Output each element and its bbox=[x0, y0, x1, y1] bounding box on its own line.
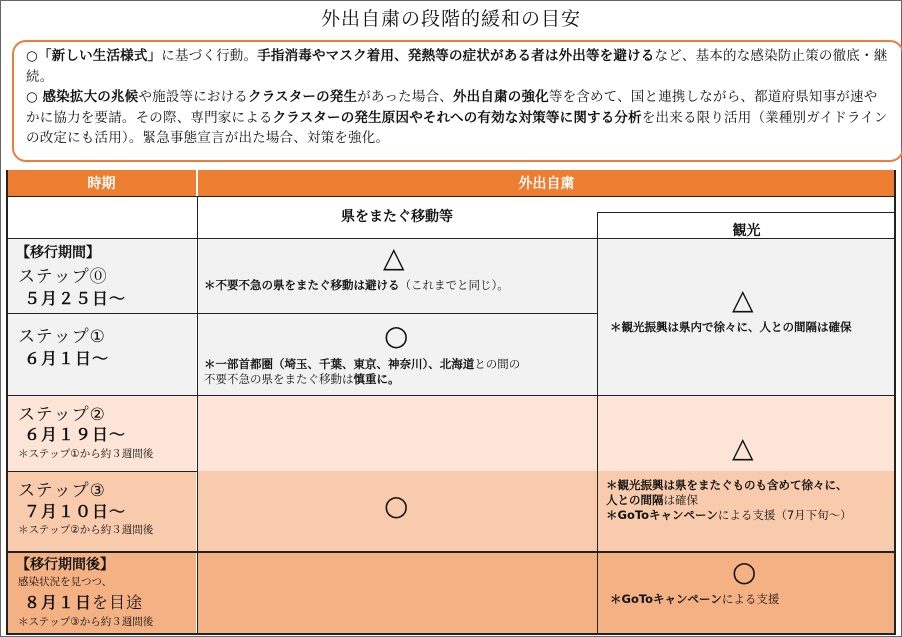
step2-note: ＊ステップ①から約３週間後 bbox=[18, 448, 154, 460]
step3-label: ステップ③ bbox=[18, 481, 106, 501]
move-step1-note2: 不要不急の県をまたぐ移動は bbox=[204, 372, 354, 386]
header-period-label: 時期 bbox=[6, 170, 197, 196]
step3-note: ＊ステップ②から約３週間後 bbox=[18, 524, 154, 536]
after-period-date: ８月１日 bbox=[24, 593, 93, 612]
kanko-step2-note-d-bold: ＊GoToキャンペーン bbox=[606, 508, 718, 522]
after-period-note: ＊ステップ③から約３週間後 bbox=[18, 616, 154, 628]
kanko-step2-symbol: △ bbox=[732, 431, 754, 464]
kanko-after-note-rest: による支援 bbox=[721, 592, 780, 606]
kanko-step2-note-c: は確保 bbox=[663, 493, 698, 507]
move-step1-note2-bold: 慎重に。 bbox=[353, 372, 400, 386]
intro-p1-segment: など、基本的な感染防止策の徹底・継続。 bbox=[26, 48, 888, 85]
intro-paragraph-2 bbox=[26, 87, 890, 149]
header-gaishutsu bbox=[197, 170, 896, 196]
step1-date: ６月１日〜 bbox=[24, 349, 110, 368]
kanko-step2-note bbox=[606, 478, 852, 523]
intro-box bbox=[12, 40, 902, 162]
kanko-after-symbol: ○ bbox=[732, 555, 757, 588]
transition-period-label: 【移行期間】 bbox=[16, 245, 100, 261]
schedule-table bbox=[6, 170, 896, 635]
grid-line bbox=[6, 170, 8, 635]
intro-p2-segment: があった場合、 bbox=[357, 89, 453, 105]
intro-p2-segment: クラスターの発生 bbox=[248, 89, 358, 105]
move-step0-note-rest: （これまでと同じ）。 bbox=[399, 278, 509, 292]
header-period bbox=[6, 170, 197, 196]
page-title: 外出自粛の段階的緩和の目安 bbox=[320, 8, 581, 30]
kanko-step0-note: ＊観光振興は県内で徐々に、人との間隔は確保 bbox=[610, 320, 852, 334]
move-step1-symbol: ○ bbox=[384, 319, 409, 352]
step0-date: ５月２５日〜 bbox=[24, 289, 127, 308]
kanko-step2-note-a: ＊観光振興は県をまたぐものも含めて徐々に、 bbox=[606, 478, 848, 492]
move-step1-note bbox=[204, 357, 520, 387]
kanko-step2-note-d: による支援（7月下旬〜） bbox=[717, 508, 852, 522]
header-gaishutsu-label: 外出自粛 bbox=[197, 170, 896, 196]
intro-p2-segment: を出来る限り活用（業種別ガイドラインの改定にも活用）。緊急事態宣言が出た場合、対策を強化。 bbox=[26, 109, 888, 146]
move-step0-note bbox=[204, 278, 509, 293]
kanko-bg-grey bbox=[597, 238, 896, 395]
grid-line bbox=[597, 212, 896, 213]
intro-p2-segment: や施設等における bbox=[138, 89, 248, 105]
grid-line bbox=[597, 212, 598, 635]
move-bg-after bbox=[197, 551, 597, 635]
after-period-sub: 感染状況を見つつ、 bbox=[18, 576, 113, 588]
step2-label: ステップ② bbox=[18, 405, 106, 425]
grid-line bbox=[6, 313, 597, 314]
move-bg-step2 bbox=[197, 395, 597, 471]
intro-p1-segment: ○「新しい生活様式」 bbox=[26, 48, 162, 64]
grid-line bbox=[6, 551, 896, 553]
intro-p2-segment: 感染拡大の兆候 bbox=[42, 89, 139, 105]
intro-p1-segment: に基づく行動。 bbox=[161, 48, 258, 64]
move-step0-symbol: △ bbox=[383, 241, 405, 274]
after-period-date-suffix: を目途 bbox=[92, 593, 144, 612]
intro-p2-segment: クラスターの発生原因やそれへの有効な対策等に関する分析 bbox=[272, 109, 642, 126]
intro-p2-segment: 外出自粛の強化 bbox=[452, 89, 549, 105]
step3-date: ７月１０日〜 bbox=[24, 502, 127, 521]
header-kanko: 観光 bbox=[732, 223, 761, 239]
grid-line bbox=[197, 196, 198, 635]
step0-label: ステップ⓪ bbox=[18, 267, 108, 287]
intro-p2-segment: ○ bbox=[26, 89, 43, 105]
grid-line bbox=[6, 471, 197, 472]
after-period-label: 【移行期間後】 bbox=[16, 557, 114, 573]
grid-line bbox=[6, 395, 896, 396]
kanko-step0-symbol: △ bbox=[732, 283, 754, 316]
intro-paragraph-1 bbox=[26, 46, 890, 87]
header-move: 県をまたぐ移動等 bbox=[341, 209, 453, 225]
move-step1-note-bold: ＊一部首都圏（埼玉、千葉、東京、神奈川）、北海道 bbox=[204, 357, 475, 371]
kanko-after-note bbox=[610, 592, 779, 607]
intro-p2-segment: 等を含めて、国と連携しながら、都道府県知事が速やかに協力を要請。その際、専門家による bbox=[26, 89, 878, 126]
after-period-date-line bbox=[24, 590, 143, 613]
move-step3-symbol: ○ bbox=[384, 489, 409, 522]
grid-line bbox=[6, 196, 896, 197]
kanko-after-note-bold: ＊GoToキャンペーン bbox=[610, 592, 722, 606]
step2-date: ６月１９日〜 bbox=[24, 425, 127, 444]
intro-p1-segment: 手指消毒やマスク着用、発熱等の症状がある者は外出等を避ける bbox=[257, 48, 655, 64]
kanko-step2-note-b: 人との間隔 bbox=[606, 493, 664, 507]
move-step0-note-bold: ＊不要不急の県をまたぐ移動は避ける bbox=[204, 278, 400, 292]
move-step1-note-rest: との間の bbox=[474, 357, 521, 371]
grid-line bbox=[6, 633, 896, 635]
step1-label: ステップ① bbox=[18, 327, 106, 347]
